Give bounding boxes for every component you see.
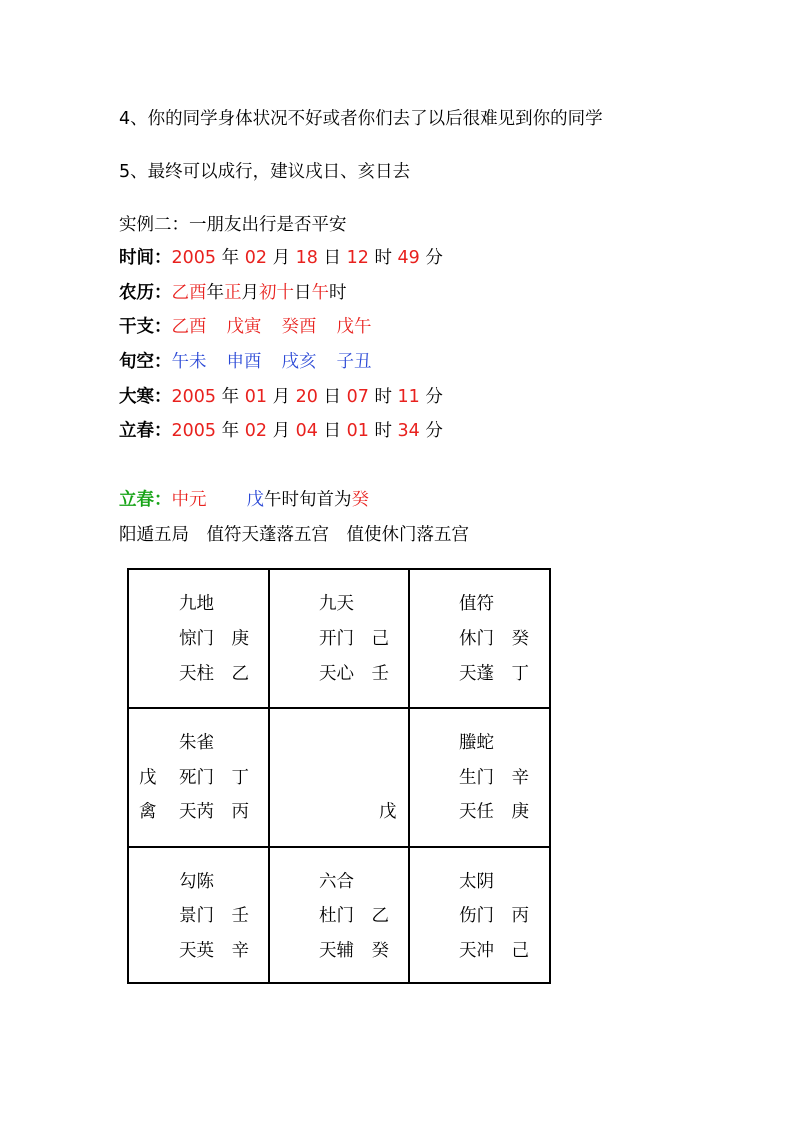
palace-7-deity: 螣蛇 bbox=[459, 733, 494, 753]
lunar-label: 农历： bbox=[119, 283, 172, 303]
palace-8-door: 景门 壬 bbox=[179, 906, 249, 926]
chart-col-divider-2 bbox=[408, 568, 410, 984]
item-4: 4、你的同学身体状况不好或者你们去了以后很难见到你的同学 bbox=[119, 109, 603, 129]
palace-2-deity: 值符 bbox=[459, 594, 494, 614]
chart-divider-2 bbox=[127, 846, 551, 848]
palace-1-star: 天辅 癸 bbox=[319, 941, 389, 961]
palace-2-door: 休门 癸 bbox=[459, 629, 529, 649]
lichun-yuan-line: 立春：中元 戊午时旬首为癸 bbox=[119, 490, 369, 510]
palace-6-door: 伤门 丙 bbox=[459, 906, 529, 926]
qimen-chart bbox=[127, 568, 551, 984]
ganzhi-label: 干支： bbox=[119, 317, 172, 337]
dahan-line: 大寒：2005 年 01 月 20 日 07 时 11 分 bbox=[119, 387, 443, 407]
item-5: 5、最终可以成行，建议戌日、亥日去 bbox=[119, 162, 411, 182]
palace-8-star: 天英 辛 bbox=[179, 941, 249, 961]
palace-4-star: 天柱 乙 bbox=[179, 664, 249, 684]
chart-border-right bbox=[549, 568, 551, 984]
lichun-line: 立春：2005 年 02 月 04 日 01 时 34 分 bbox=[119, 421, 443, 441]
palace-4-door: 惊门 庚 bbox=[179, 629, 249, 649]
palace-2-star: 天蓬 丁 bbox=[459, 664, 529, 684]
xunkong-label: 旬空： bbox=[119, 352, 172, 372]
chart-col-divider-1 bbox=[268, 568, 270, 984]
palace-1-door: 杜门 乙 bbox=[319, 906, 389, 926]
chart-border-left bbox=[127, 568, 129, 984]
palace-8-deity: 勾陈 bbox=[179, 872, 214, 892]
lunar-line: 农历：乙酉年正月初十日午时 bbox=[119, 283, 347, 303]
palace-3-side-star: 禽 bbox=[139, 802, 157, 822]
palace-6-star: 天冲 己 bbox=[459, 941, 529, 961]
chart-border-top bbox=[127, 568, 551, 570]
palace-9-door: 开门 己 bbox=[319, 629, 389, 649]
palace-1-deity: 六合 bbox=[319, 872, 354, 892]
palace-9-deity: 九天 bbox=[319, 594, 354, 614]
time-line: 时间：2005 年 02 月 18 日 12 时 49 分 bbox=[119, 248, 443, 268]
palace-7-star: 天任 庚 bbox=[459, 802, 529, 822]
ju-line: 阳遁五局 值符天蓬落五宫 值使休门落五宫 bbox=[119, 525, 469, 545]
time-label: 时间： bbox=[119, 248, 172, 268]
palace-4-deity: 九地 bbox=[179, 594, 214, 614]
palace-3-deity: 朱雀 bbox=[179, 733, 214, 753]
palace-3-side-stem: 戊 bbox=[139, 768, 157, 788]
example-title: 实例二：一朋友出行是否平安 bbox=[119, 215, 347, 235]
palace-5-stem: 戊 bbox=[379, 802, 397, 822]
ganzhi-line: 干支：乙酉 戊寅 癸酉 戊午 bbox=[119, 317, 372, 337]
lichun-label: 立春： bbox=[119, 421, 172, 441]
palace-3-star: 天芮 丙 bbox=[179, 802, 249, 822]
chart-divider-1 bbox=[127, 707, 551, 709]
palace-3-door: 死门 丁 bbox=[179, 768, 249, 788]
palace-9-star: 天心 壬 bbox=[319, 664, 389, 684]
dahan-label: 大寒： bbox=[119, 387, 172, 407]
palace-7-door: 生门 辛 bbox=[459, 768, 529, 788]
lichun-yuan-label: 立春： bbox=[119, 490, 172, 510]
chart-border-bottom bbox=[127, 982, 551, 984]
xunkong-line: 旬空：午未 申酉 戌亥 子丑 bbox=[119, 352, 372, 372]
palace-6-deity: 太阴 bbox=[459, 872, 494, 892]
